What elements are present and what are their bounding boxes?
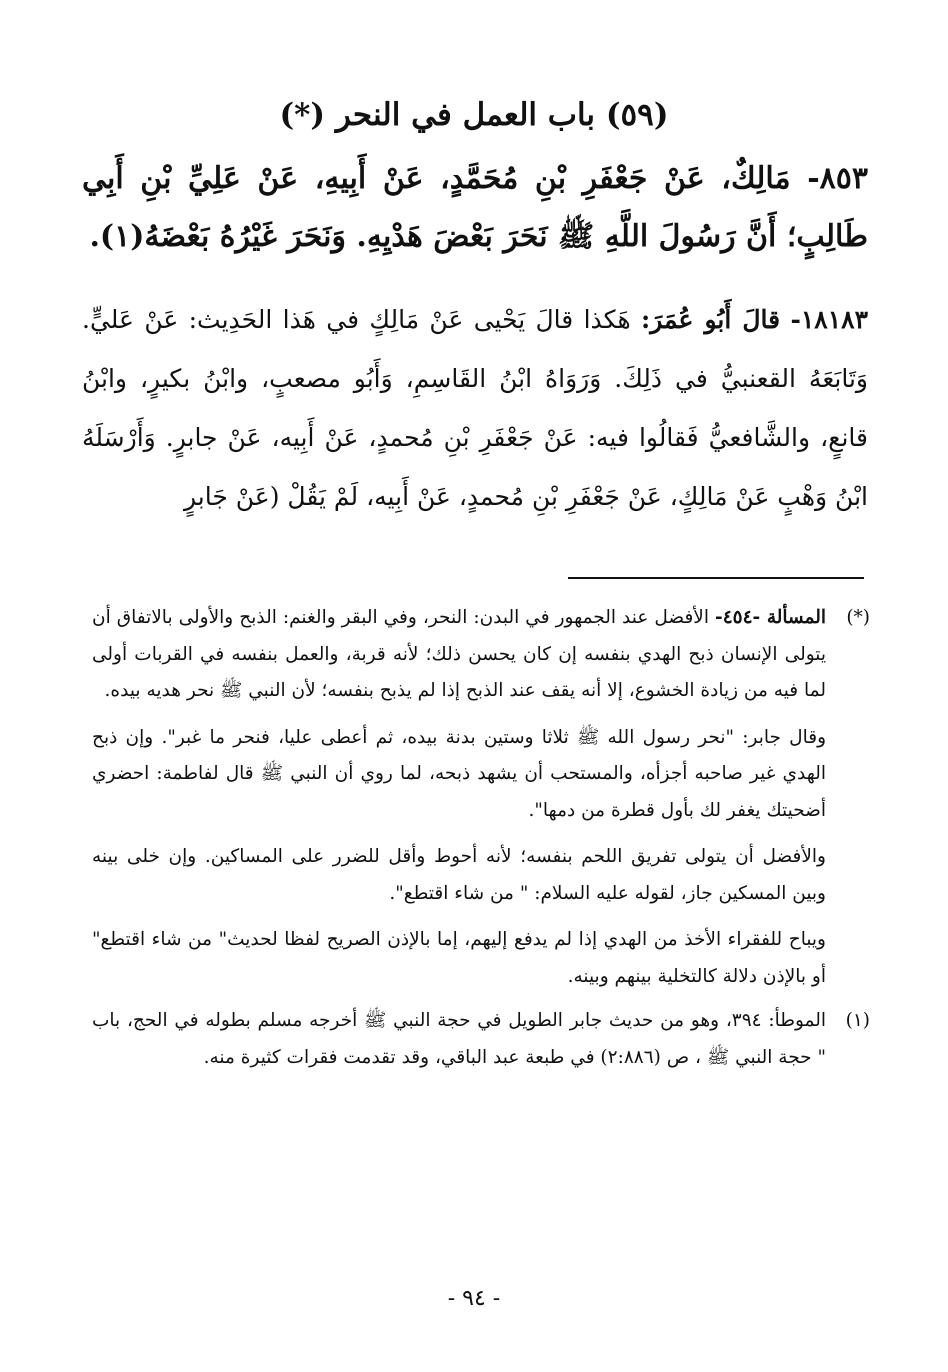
page-number: - ٩٤ - bbox=[447, 1286, 501, 1311]
footnote-divider bbox=[568, 577, 864, 579]
footnote-lead: المسألة -٤٥٤- bbox=[715, 607, 826, 628]
footnote-issue bbox=[92, 600, 870, 995]
commentary-number: ١٨١٨٣- bbox=[790, 305, 869, 334]
hadith-number: ٨٥٣- bbox=[807, 161, 868, 196]
footnote-body bbox=[92, 1003, 826, 1076]
chapter-title: (٥٩) باب العمل في النحر (*) bbox=[279, 97, 669, 133]
footnote-body bbox=[92, 600, 826, 995]
footnote-paragraph: وقال جابر: "نحر رسول الله ﷺ ثلاثا وستين بدنة بيده، ثم أعطى عليا، فنحر ما غبر". وإن ذبح الهدي غير صاحبه أجزأه، والمستحب أن يشهد ذبحه، لما روي أن النبي ﷺ قال لفاطمة: احضري أضحيتك يغفر لك بأول قطرة من دمها". bbox=[92, 726, 826, 821]
hadith-paragraph bbox=[82, 150, 868, 266]
footnote-paragraph bbox=[92, 600, 826, 710]
hadith-text: مَالِكٌ، عَنْ جَعْفَرِ بْنِ مُحَمَّدٍ، عَنْ أَبِيهِ، عَنْ عَلِيِّ بْنِ أَبِي طَالِبٍ؛ أَنَّ رَسُولَ اللَّهِ ﷺ نَحَرَ بَعْضَ هَدْيِهِ. وَنَحَرَ غَيْرُهُ بَعْضَهُ(١). bbox=[82, 161, 868, 254]
footnote-marker: (*) bbox=[846, 607, 870, 628]
footnote-paragraph: والأفضل أن يتولى تفريق اللحم بنفسه؛ لأنه أحوط وأقل للضرر على المساكين. وإن خلى بينه وبين المسكين جاز، لقوله عليه السلام: " من شاء اقتطع". bbox=[92, 846, 826, 904]
commentary-paragraph bbox=[82, 290, 868, 526]
footnote-marker: (١) bbox=[845, 1010, 870, 1031]
footnote-reference bbox=[92, 1003, 870, 1076]
footnotes-section bbox=[92, 600, 870, 1076]
footnote-paragraph: الموطأ: ٣٩٤، وهو من حديث جابر الطويل في حجة النبي ﷺ أخرجه مسلم بطوله في الحج، باب " حجة النبي ﷺ ، ص (٢:٨٨٦) في طبعة عبد الباقي، وقد تقدمت فقرات كثيرة منه. bbox=[92, 1010, 826, 1068]
commentary-text: هَكذا قالَ يَحْيى عَنْ مَالِكٍ في هَذا الحَدِيث: عَنْ عَليٍّ. وَتَابَعَهُ القعنبيُّ في ذَلِكَ. وَرَوَاهُ ابْنُ القَاسِمِ، وَأَبُو مصعبٍ، وابْنُ بكيرٍ، وابْنُ قانعٍ، والشَّافعيُّ فَقالُوا فيه: عَنْ جَعْفَرِ بْنِ مُحمدٍ، عَنْ أَبِيه، عَنْ جابرٍ. وَأَرْسَلَهُ ابْنُ وَهْبٍ عَنْ مَالِكٍ، عَنْ جَعْفَرِ بْنِ مُحمدٍ، عَنْ أَبِيه، لَمْ يَقُلْ (عَنْ جَابرٍ bbox=[82, 305, 868, 511]
commentary-lead: قالَ أَبُو عُمَرَ: bbox=[641, 305, 781, 334]
footnote-paragraph: ويباح للفقراء الأخذ من الهدي إذا لم يدفع إليهم، إما بالإذن الصريح لفظا لحديث" من شاء اقتطع" أو بالإذن دلالة كالتخلية بينهم وبينه. bbox=[92, 929, 826, 987]
footnote-text: الأفضل عند الجمهور في البدن: النحر، وفي البقر والغنم: الذبح والأولى بالاتفاق أن يتولى الإنسان ذبح الهدي بنفسه إن كان يحسن ذلك؛ لأنه قربة، والعمل بنفسه في القربات أولى لما فيه من زيادة الخشوع، إلا أنه يقف عند الذبح إذا لم يذبح بنفسه؛ لأن النبي ﷺ نحر هديه بيده. bbox=[92, 607, 826, 701]
